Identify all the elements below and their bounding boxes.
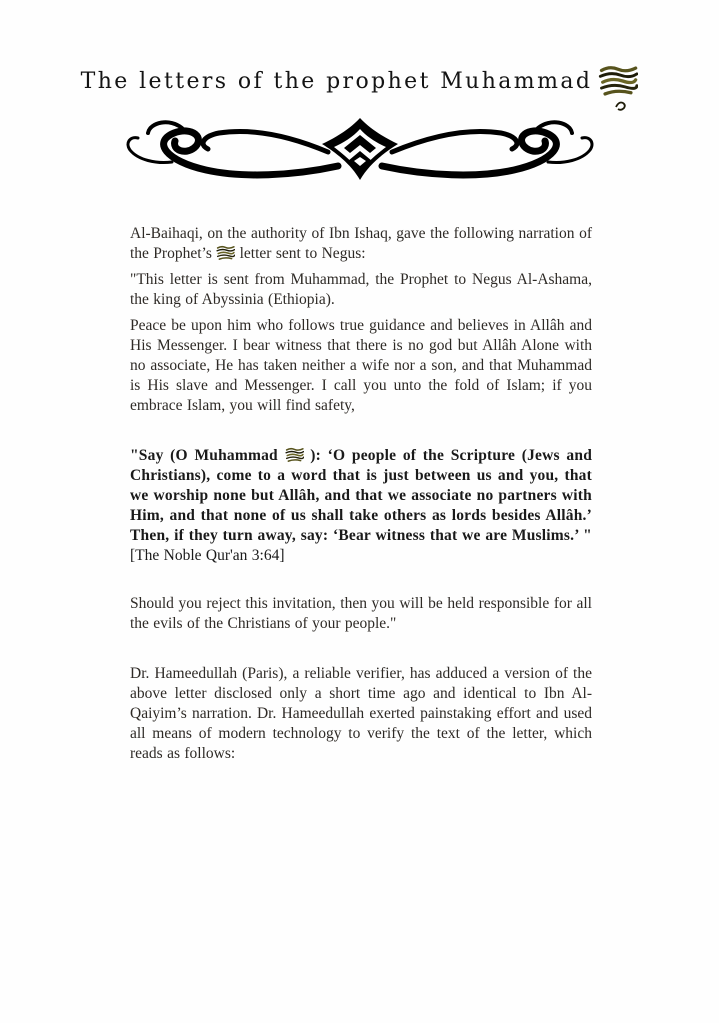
paragraph-narration-intro: [130, 224, 592, 264]
quran-quote-bold: [130, 447, 592, 544]
pbuh-calligraphy-icon: [598, 64, 638, 98]
paragraph-quran-quote: [130, 446, 592, 566]
pbuh-calligraphy-icon: [216, 245, 235, 261]
pbuh-calligraphy-icon: [285, 447, 304, 463]
calligraphy-tail-icon: [614, 99, 628, 111]
ornament-divider-icon: [122, 116, 598, 184]
narration-intro-text-before: Al-Baihaqi, on the authority of Ibn Ishaq, gave the following narration of the Prophet’s: [130, 225, 592, 262]
paragraph-warning: Should you reject this invitation, then you will be held responsible for all the evils of the Christians of your people.": [130, 595, 592, 632]
page-title-row: [0, 62, 719, 106]
page-body: [130, 224, 592, 764]
paragraph-letter-opening: "This letter is sent from Muhammad, the Prophet to Negus Al-Ashama, the king of Abyssinia (Ethiopia).: [130, 271, 592, 308]
page-title: The letters of the prophet Muhammad: [80, 69, 593, 94]
narration-intro-text-after: letter sent to Negus:: [239, 245, 366, 262]
quran-citation: [The Noble Qur'an 3:64]: [130, 547, 285, 564]
quran-bold-end: ): ‘O people of the Scripture (Jews and Christians), come to a word that is just between us and you, that we worship none but Allâh, and that we associate no partners with Him, and that none of us shall take others as lords besides Allâh.’ Then, if they turn away, say: ‘Bear witness that we are Muslims.’ ": [130, 447, 593, 544]
paragraph-letter-body: Peace be upon him who follows true guidance and believes in Allâh and His Messenger. I bear witness that there is no god but Allâh Alone with no associate, He has taken neither a wife nor a son, and that Muhammad is His slave and Messenger. I call you unto the fold of Islam; if you embrace Islam, you will find safety,: [130, 317, 592, 414]
paragraph-hameedullah: Dr. Hameedullah (Paris), a reliable verifier, has adduced a version of the above letter disclosed only a short time ago and identical to Ibn Al-Qaiyim’s narration. Dr. Hameedullah exerted painstaking effort and used all means of modern technology to verify the text of the letter, which reads as follows:: [130, 665, 592, 762]
quran-bold-start: "Say (O Muhammad: [130, 447, 278, 464]
